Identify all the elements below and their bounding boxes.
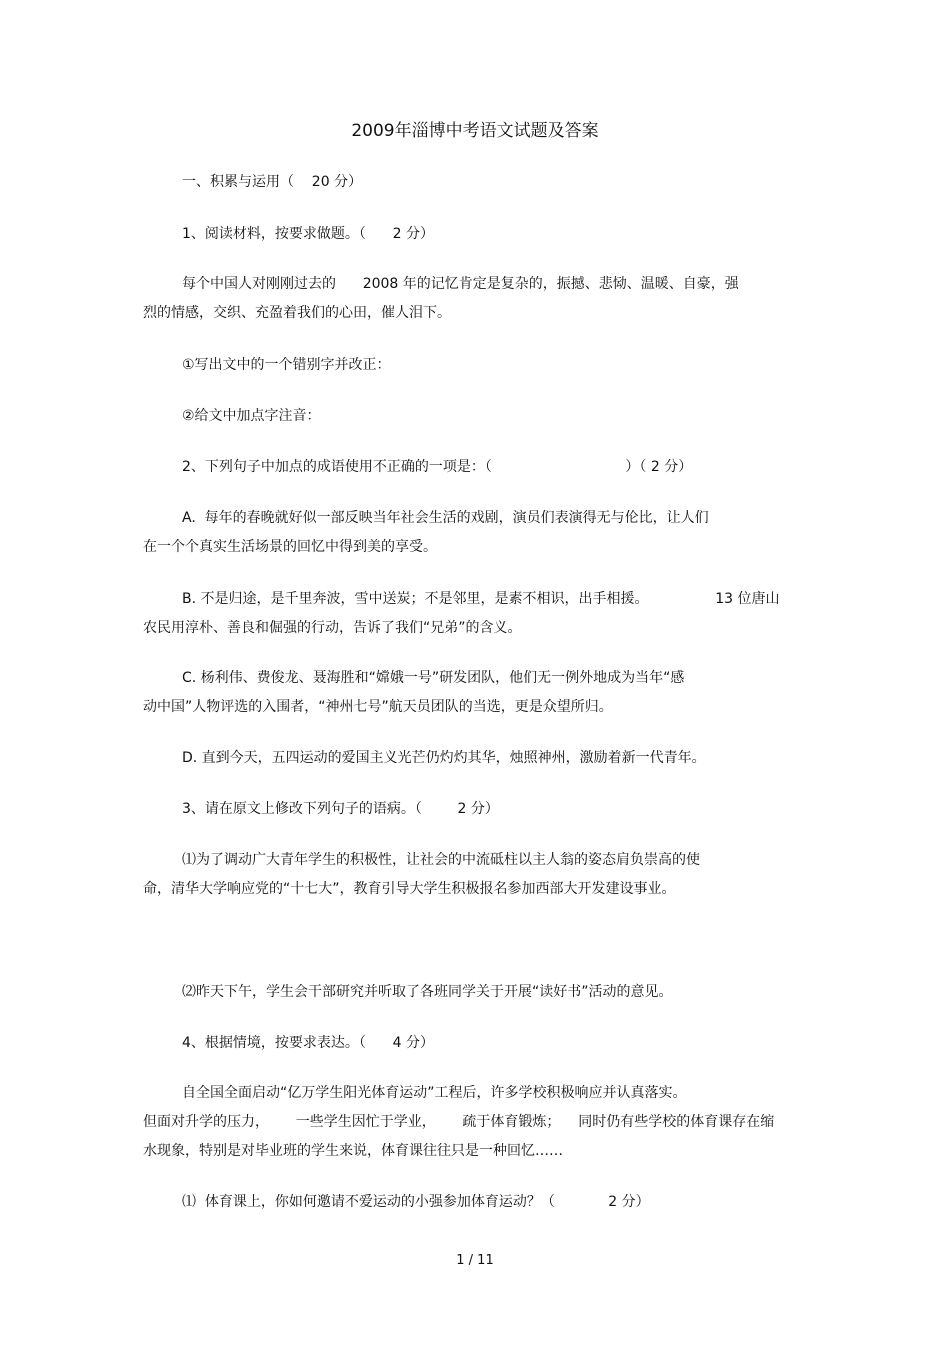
sentence-line: 命，清华大学响应党的“十七大”，教育引导大学生积极报名参加西部大开发建设事业。: [143, 881, 676, 897]
page-number: 1 / 11: [456, 1253, 494, 1268]
sub-question: ①写出文中的一个错别字并改正：: [182, 357, 391, 373]
option-c-line: C. 杨利伟、费俊龙、聂海胜和“嫦娥一号”研发团队，他们无一例外地成为当年“感: [182, 670, 685, 686]
option-c-line: 动中国”人物评选的入围者，“神州七号”航天员团队的当选，更是众望所归。: [143, 699, 613, 715]
option-d-line: D. 直到今天，五四运动的爱国主义光芒仍灼灼其华，烛照神州，激励着新一代青年。: [182, 750, 706, 766]
question-heading: 4、根据情境，按要求表达。（ 4 分）: [182, 1035, 434, 1051]
option-b-line: 农民用淳朴、善良和倔强的行动，告诉了我们“兄弟”的含义。: [143, 620, 522, 636]
sentence-line: ⑴为了调动广大青年学生的积极性，让社会的中流砥柱以主人翁的姿态肩负崇高的使: [182, 852, 700, 868]
passage-line: 每个中国人对刚刚过去的 2008 年的记忆肯定是复杂的，振撼、悲恸、温暖、自豪，强: [182, 276, 739, 292]
question-heading: 2、下列句子中加点的成语使用不正确的一项是：（ ）（ 2 分）: [182, 459, 693, 475]
sentence-line: ⑵昨天下午，学生会干部研究并听取了各班同学关于开展“读好书”活动的意见。: [182, 984, 673, 1000]
sub-question: ⑴ 体育课上，你如何邀请不爱运动的小强参加体育运动？（ 2 分）: [182, 1194, 650, 1210]
document-title: 2009年淄博中考语文试题及答案: [351, 121, 599, 141]
question-heading: 3、请在原文上修改下列句子的语病。（ 2 分）: [182, 801, 499, 817]
passage-line: 烈的情感，交织、充盈着我们的心田，催人泪下。: [143, 305, 451, 321]
passage-line: 水现象，特别是对毕业班的学生来说，体育课往往只是一种回忆……: [143, 1143, 563, 1159]
passage-line: 但面对升学的压力， 一些学生因忙于学业， 疏于体育锻炼； 同时仍有些学校的体育课存在缩: [143, 1114, 775, 1130]
question-heading: 1、阅读材料，按要求做题。（ 2 分）: [182, 226, 434, 242]
passage-line: 自全国全面启动“亿万学生阳光体育运动”工程后，许多学校积极响应并认真落实。: [182, 1085, 687, 1101]
option-b-line: B. 不是归途，是千里奔波，雪中送炭；不是邻里，是素不相识，出手相援。 13 位唐山: [182, 591, 780, 607]
section-heading: 一、积累与运用（ 20 分）: [182, 174, 363, 190]
option-a-line: 在一个个真实生活场景的回忆中得到美的享受。: [143, 539, 437, 555]
sub-question: ②给文中加点字注音：: [182, 408, 321, 424]
option-a-line: A. 每年的春晚就好似一部反映当年社会生活的戏剧，演员们表演得无与伦比，让人们: [182, 510, 709, 526]
